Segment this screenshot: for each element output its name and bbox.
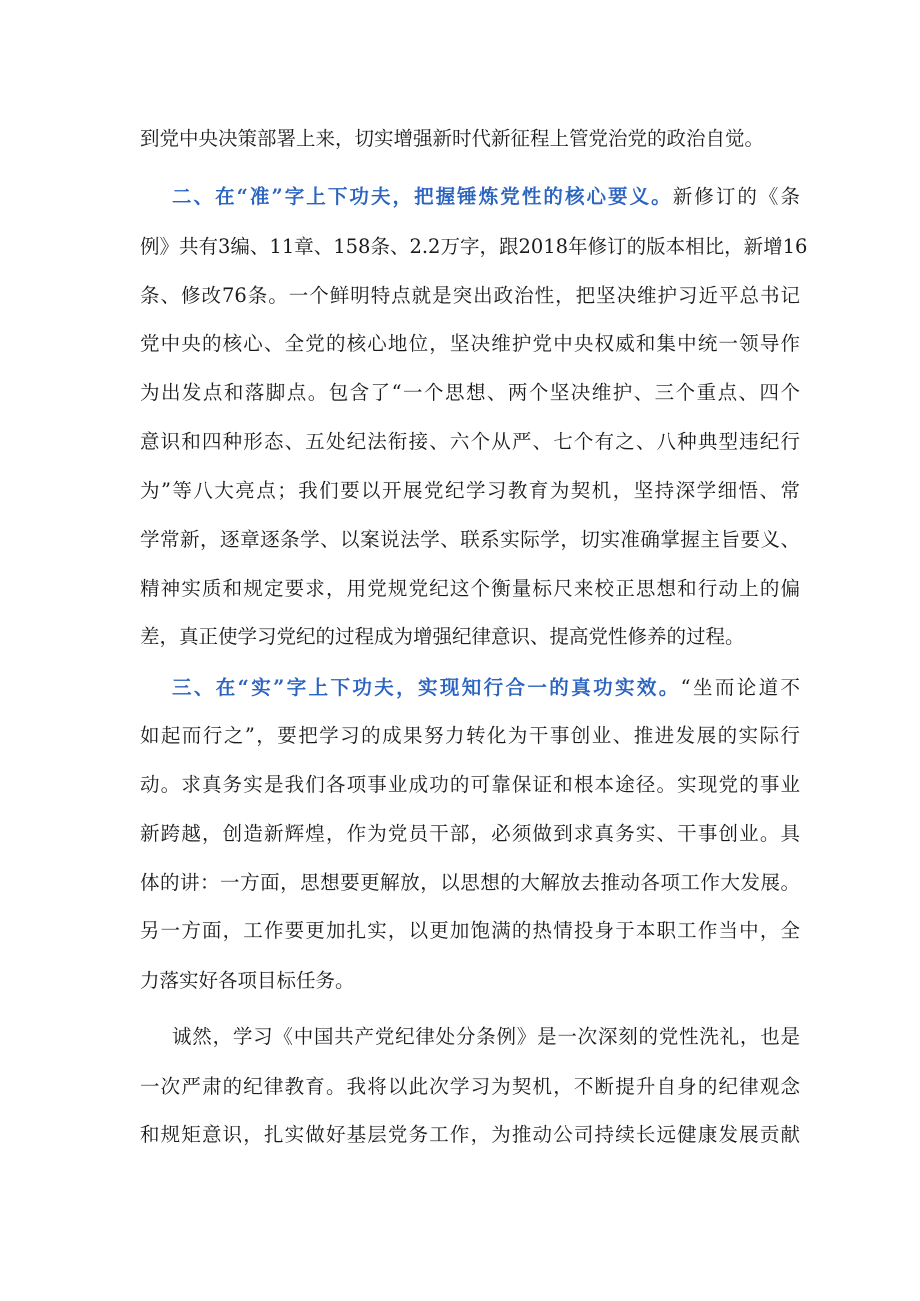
section-heading-2: 二、在“准”字上下功夫，把握锤炼党性的核心要义。: [172, 185, 673, 208]
paragraph-4-line-3: 和规矩意识，扎实做好基层党务工作，为推动公司持续长远健康发展贡献: [140, 1123, 800, 1146]
paragraph-3-line-4: 新跨越，创造新辉煌，作为党员干部，必须做到求真务实、干事创业。具: [140, 822, 800, 845]
paragraph-2-line-8: 学常新，逐章逐条学、以案说法学、联系实际学，切实准确掌握主旨要义、: [140, 528, 800, 551]
paragraph-4-line-2: 一次严肃的纪律教育。我将以此次学习为契机，不断提升自身的纪律观念: [140, 1075, 800, 1098]
paragraph-3-line-6: 另一方面，工作要更加扎实，以更加饱满的热情投身于本职工作当中，全: [140, 919, 800, 942]
paragraph-3-line-7: 力落实好各项目标任务。: [140, 969, 355, 992]
paragraph-2-line-6: 意识和四种形态、五处纪法衔接、六个从严、七个有之、八种典型违纪行: [140, 430, 800, 453]
paragraph-2-line-7: 为”等八大亮点；我们要以开展党纪学习教育为契机，坚持深学细悟、常: [140, 479, 800, 502]
paragraph-4-line-1: 诚然，学习《中国共产党纪律处分条例》是一次深刻的党性洗礼，也是: [172, 1025, 800, 1048]
paragraph-2-line-4: 党中央的核心、全党的核心地位，坚决维护党中央权威和集中统一领导作: [140, 332, 800, 355]
paragraph-2-line-3: 条、修改76条。一个鲜明特点就是突出政治性，把坚决维护习近平总书记: [140, 284, 800, 307]
paragraph-2-line-5: 为出发点和落脚点。包含了“一个思想、两个坚决维护、三个重点、四个: [140, 381, 800, 404]
paragraph-2-line-9: 精神实质和规定要求，用党规党纪这个衡量标尺来校正思想和行动上的偏: [140, 577, 800, 600]
paragraph-3-line-2: 如起而行之”，要把学习的成果努力转化为干事创业、推进发展的实际行: [140, 724, 800, 747]
paragraph-2-line-2: 例》共有3编、11章、158条、2.2万字，跟2018年修订的版本相比，新增16: [140, 235, 808, 258]
paragraph-3-line-1: [172, 673, 800, 703]
section-heading-3: 三、在“实”字上下功夫，实现知行合一的真功实效。: [172, 676, 681, 699]
paragraph-3-line-1-rest: “坐而论道不: [680, 676, 800, 699]
paragraph-3-line-5: 体的讲：一方面，思想要更解放，以思想的大解放去推动各项工作大发展。: [140, 871, 800, 894]
paragraph-3-line-3: 动。求真务实是我们各项事业成功的可靠保证和根本途径。实现党的事业: [140, 773, 800, 796]
paragraph-1-line-1: 到党中央决策部署上来，切实增强新时代新征程上管党治党的政治自觉。: [140, 127, 765, 150]
paragraph-2-line-1: [172, 182, 800, 212]
paragraph-2-line-1-rest: 新修订的《条: [672, 185, 800, 208]
paragraph-2-line-10: 差，真正使学习党纪的过程成为增强纪律意识、提高党性修养的过程。: [140, 625, 745, 648]
